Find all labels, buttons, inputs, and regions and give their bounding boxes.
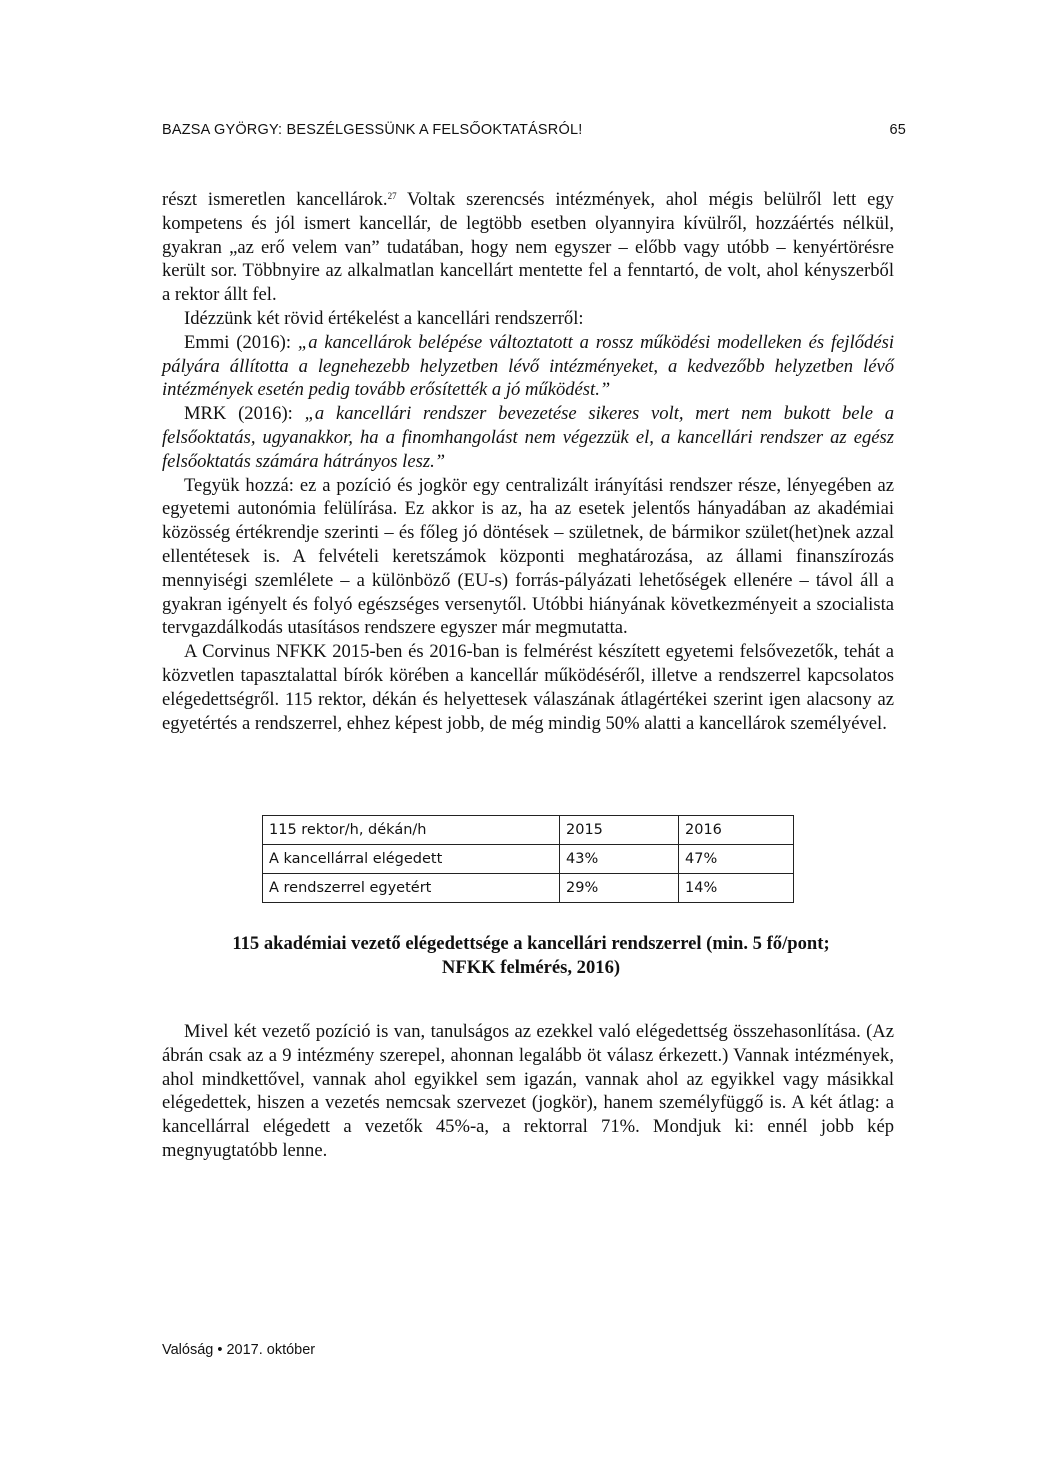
running-header — [162, 122, 906, 138]
table-header-row — [263, 816, 794, 845]
table-header-cell: 2016 — [679, 816, 794, 845]
table-cell: 29% — [560, 874, 679, 903]
table-header-cell: 2015 — [560, 816, 679, 845]
page-footer: Valóság • 2017. október — [162, 1342, 316, 1358]
table-cell: A rendszerrel egyetért — [263, 874, 560, 903]
article-body-lower — [162, 1020, 894, 1163]
table-cell: 47% — [679, 845, 794, 874]
table-row — [263, 874, 794, 903]
paragraph-7: Mivel két vezető pozíció is van, tanulságos az ezekkel való elégedettség összehasonlítása. (Az ábrán csak az a 9 intézmény szerepel, ahonnan legalább öt válasz érkezett.) Vannak intézmények, ahol mindkettővel, vannak ahol egyikkel sem igazán, vannak ahol az egyikkel vagy másikkal elégedettek, hiszen a vezetés nemcsak szervezet (jogkör), hanem személyfüggő is. A két átlag: a kancellárral elégedett a vezetők 45%-a, a rektorral 71%. Mondjuk ki: ennél jobb kép megnyugtatóbb lenne. — [162, 1021, 894, 1161]
table-row — [263, 845, 794, 874]
paragraph-1-rest: Voltak szerencsés intézmények, ahol mégis belülről lett egy kompetens és jól ismert kancellár, de legtöbb esetben olyannyira kívülről, hozzáértés nélkül, gyakran „az erő velem van” tudatában, hogy nem egyszer – előbb vagy utóbb – kenyértörésre került sor. Többnyire az alkalmatlan kancellárt mentette fel a fenntartó, de volt, ahol kényszerből a rektor állt fel. — [162, 189, 894, 306]
satisfaction-table — [262, 815, 794, 903]
paragraph-2: Idézzünk két rövid értékelést a kancellári rendszerről: — [184, 307, 584, 329]
article-body-upper — [162, 188, 894, 735]
table-caption — [150, 932, 912, 980]
quote-text-emmi: „a kancellárok belépése változtatott a rossz működési modelleken és fejlődési pályára állította a legnehezebb helyzetben lévő intézményeket, a kedvezőbb helyzetben lévő intézmények esetén pedig tovább erősítették a jó működést.” — [162, 331, 894, 401]
paragraph-1 — [162, 188, 894, 307]
table-cell: 14% — [679, 874, 794, 903]
quote-source-emmi: Emmi (2016): — [184, 331, 298, 353]
quote-source-mrk: MRK (2016): — [184, 403, 305, 425]
paragraph-quote-emmi — [162, 331, 894, 402]
paragraph-5: Tegyük hozzá: ez a pozíció és jogkör egy centralizált irányítási rendszer része, lényegében az egyetemi autonómia felülírása. Ez akkor is az, ha az esetek jelentős hányadában az akadémiai közösség értékrendje szerinti – és főleg jó döntések – születnek, de bármikor szület(het)nek azzal ellentétesek is. A felvételi keretszámok központi meghatározása, az állami finanszírozás mennyiségi szemlélete – a különböző (EU-s) forrás-pályázati lehetőségek ellenére – távol áll a gyakran igényelt és folyó egészséges versenytől. Utóbbi hiányának következményeit a szocialista tervgazdálkodás utasításos rendszere egyszer már megmutatta. — [162, 474, 894, 639]
table-cell: 43% — [560, 845, 679, 874]
paragraph-6: A Corvinus NFKK 2015-ben és 2016-ban is felmérést készített egyetemi felsővezetők, tehát a közvetlen tapasztalattal bírók körében a kancellár működéséről, illetve a rendszerrel kapcsolatos elégedettségről. 115 rektor, dékán és helyettesek válaszának átlagértékei szerint igen alacsony az egyetértés a rendszerrel, ehhez képest jobb, de még mindig 50% alatti a kancellárok személyével. — [162, 641, 894, 734]
footnote-ref-27[interactable]: 27 — [387, 191, 397, 201]
running-title: BAZSA GYÖRGY: BESZÉLGESSÜNK A FELSŐOKTATÁSRÓL! — [162, 122, 583, 138]
table-header-cell: 115 rektor/h, dékán/h — [263, 816, 560, 845]
paragraph-quote-mrk — [162, 402, 894, 473]
quote-text-mrk: „a kancellári rendszer bevezetése sikeres volt, mert nem bukott bele a felsőoktatás, ugyanakkor, ha a finomhangolást nem végezzük el, a kancellári rendszer az egész felsőoktatás számára hátrányos lesz.” — [162, 403, 894, 472]
paragraph-1-start: részt ismeretlen kancellárok. — [162, 189, 388, 210]
caption-line-2: NFKK felmérés, 2016) — [441, 957, 621, 978]
page-number: 65 — [889, 122, 906, 138]
caption-line-1: 115 akadémiai vezető elégedettsége a kancellári rendszerrel (min. 5 fő/pont; — [232, 933, 830, 954]
table-cell: A kancellárral elégedett — [263, 845, 560, 874]
